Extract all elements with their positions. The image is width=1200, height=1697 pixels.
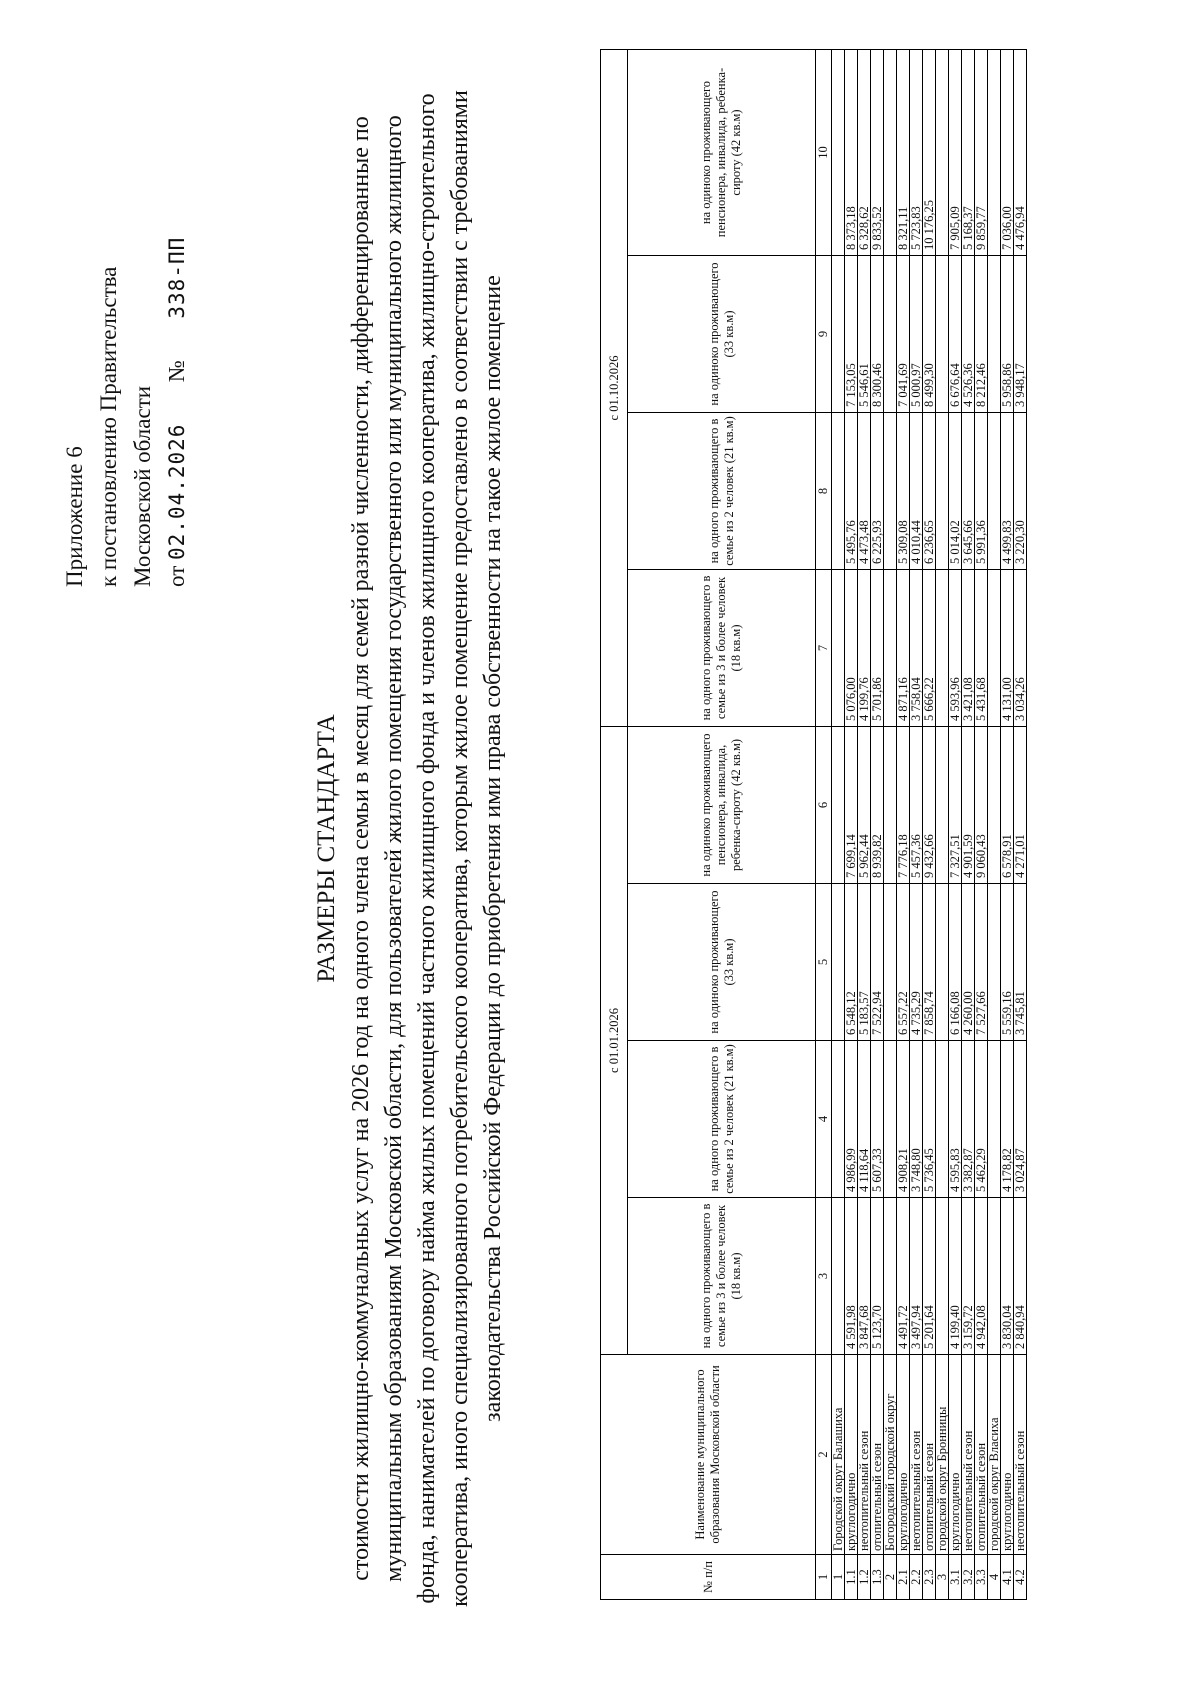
value-cell: 4 476,94 xyxy=(1014,50,1027,256)
column-number: 4 xyxy=(816,1041,832,1198)
header-sub: на одиноко проживающего пенсионера, инвалида, ребенка-сироту (42 кв.м) xyxy=(628,50,816,256)
row-name: неотопительный сезон xyxy=(910,1355,923,1555)
value-cell: 4 271,01 xyxy=(1014,727,1027,884)
appendix-region: Московской области xyxy=(130,385,155,587)
value-cell: 5 183,57 xyxy=(858,884,871,1041)
value-cell xyxy=(988,884,1001,1041)
value-cell xyxy=(884,50,897,256)
table-row xyxy=(923,50,936,1600)
table-group-row xyxy=(832,50,845,1600)
table-row xyxy=(910,50,923,1600)
value-cell: 4 908,21 xyxy=(897,1041,910,1198)
column-number: 1 xyxy=(816,1555,832,1600)
appendix-block xyxy=(58,237,194,587)
value-cell: 4 593,96 xyxy=(949,570,962,727)
value-cell: 4 178,82 xyxy=(1001,1041,1014,1198)
value-cell xyxy=(832,727,845,884)
value-cell: 3 948,17 xyxy=(1014,256,1027,413)
value-cell xyxy=(988,1041,1001,1198)
value-cell: 4 491,72 xyxy=(897,1198,910,1355)
table-row xyxy=(1001,50,1014,1600)
value-cell: 7 327,51 xyxy=(949,727,962,884)
value-cell xyxy=(936,256,949,413)
value-cell xyxy=(936,884,949,1041)
value-cell xyxy=(832,50,845,256)
value-cell: 9 432,66 xyxy=(923,727,936,884)
value-cell: 10 176,25 xyxy=(923,50,936,256)
value-cell: 4 473,48 xyxy=(858,413,871,570)
value-cell: 4 199,40 xyxy=(949,1198,962,1355)
row-number: 2.3 xyxy=(923,1555,936,1600)
value-cell: 5 962,44 xyxy=(858,727,871,884)
value-cell: 4 735,29 xyxy=(910,884,923,1041)
value-cell: 4 499,83 xyxy=(1001,413,1014,570)
value-cell xyxy=(884,570,897,727)
value-cell: 4 526,36 xyxy=(962,256,975,413)
value-cell: 6 236,65 xyxy=(923,413,936,570)
row-number: 3.3 xyxy=(975,1555,988,1600)
value-cell: 5 168,37 xyxy=(962,50,975,256)
value-cell: 8 499,30 xyxy=(923,256,936,413)
value-cell: 3 847,68 xyxy=(858,1198,871,1355)
value-cell: 4 595,83 xyxy=(949,1041,962,1198)
value-cell: 4 986,99 xyxy=(845,1041,858,1198)
value-cell: 6 225,93 xyxy=(871,413,884,570)
row-number: 3.2 xyxy=(962,1555,975,1600)
resolution-date: 02.04.2026 xyxy=(165,423,189,560)
value-cell: 5 666,22 xyxy=(923,570,936,727)
row-number: 4.1 xyxy=(1001,1555,1014,1600)
table-group-row xyxy=(988,50,1001,1600)
row-name: Богородский городской округ xyxy=(884,1355,897,1555)
value-cell: 5 723,83 xyxy=(910,50,923,256)
value-cell: 3 159,72 xyxy=(962,1198,975,1355)
value-cell: 9 859,77 xyxy=(975,50,988,256)
table-group-row xyxy=(884,50,897,1600)
value-cell: 5 958,86 xyxy=(1001,256,1014,413)
column-number: 2 xyxy=(816,1355,832,1555)
resolution-number: 338-ПП xyxy=(165,236,189,319)
row-number: 2.1 xyxy=(897,1555,910,1600)
value-cell: 3 830,04 xyxy=(1001,1198,1014,1355)
value-cell: 5 309,08 xyxy=(897,413,910,570)
row-number: 1 xyxy=(832,1555,845,1600)
value-cell: 4 591,98 xyxy=(845,1198,858,1355)
value-cell: 8 212,46 xyxy=(975,256,988,413)
value-cell: 3 034,26 xyxy=(1014,570,1027,727)
value-cell: 3 421,08 xyxy=(962,570,975,727)
value-cell xyxy=(884,413,897,570)
row-name: отопительный сезон xyxy=(871,1355,884,1555)
row-name: круглогодично xyxy=(897,1355,910,1555)
value-cell: 6 676,64 xyxy=(949,256,962,413)
row-name: неотопительный сезон xyxy=(1014,1355,1027,1555)
row-number: 4.2 xyxy=(1014,1555,1027,1600)
value-cell: 3 220,30 xyxy=(1014,413,1027,570)
appendix-title: Приложение 6 xyxy=(62,446,87,587)
value-cell: 7 522,94 xyxy=(871,884,884,1041)
value-cell xyxy=(988,570,1001,727)
table-group-row xyxy=(936,50,949,1600)
column-number: 10 xyxy=(816,50,832,256)
value-cell xyxy=(988,1198,1001,1355)
value-cell: 5 201,64 xyxy=(923,1198,936,1355)
value-cell: 4 131,00 xyxy=(1001,570,1014,727)
row-name: отопительный сезон xyxy=(975,1355,988,1555)
value-cell: 6 557,22 xyxy=(897,884,910,1041)
value-cell: 5 000,97 xyxy=(910,256,923,413)
value-cell: 4 942,08 xyxy=(975,1198,988,1355)
column-number: 7 xyxy=(816,570,832,727)
value-cell xyxy=(988,413,1001,570)
table-row xyxy=(975,50,988,1600)
value-cell: 5 736,45 xyxy=(923,1041,936,1198)
value-cell: 8 300,46 xyxy=(871,256,884,413)
value-cell: 5 123,70 xyxy=(871,1198,884,1355)
document-title: РАЗМЕРЫ СТАНДАРТА xyxy=(313,714,340,983)
value-cell xyxy=(884,727,897,884)
value-cell: 5 607,33 xyxy=(871,1041,884,1198)
appendix-resolution: к постановлению Правительства xyxy=(96,266,121,587)
value-cell: 6 548,12 xyxy=(845,884,858,1041)
value-cell: 4 901,59 xyxy=(962,727,975,884)
header-sub: на одного проживающего в семье из 2 человек (21 кв.м) xyxy=(628,413,816,570)
header-num: № п/п xyxy=(601,1555,816,1600)
row-number: 3 xyxy=(936,1555,949,1600)
value-cell xyxy=(884,1198,897,1355)
value-cell xyxy=(832,256,845,413)
value-cell: 7 699,14 xyxy=(845,727,858,884)
value-cell: 5 495,76 xyxy=(845,413,858,570)
row-number: 2.2 xyxy=(910,1555,923,1600)
header-sub: на одиноко проживающего (33 кв.м) xyxy=(628,256,816,413)
value-cell xyxy=(988,256,1001,413)
table-row xyxy=(858,50,871,1600)
value-cell xyxy=(884,884,897,1041)
value-cell xyxy=(936,50,949,256)
value-cell: 6 328,62 xyxy=(858,50,871,256)
value-cell: 7 905,09 xyxy=(949,50,962,256)
header-period-2: с 01.10.2026 xyxy=(601,50,628,727)
standard-cost-table xyxy=(600,49,1027,1600)
value-cell: 4 260,00 xyxy=(962,884,975,1041)
row-name: Городской округ Балашиха xyxy=(832,1355,845,1555)
header-sub: на одиноко проживающего пенсионера, инвалида, ребенка-сироту (42 кв.м) xyxy=(628,727,816,884)
value-cell: 7 153,05 xyxy=(845,256,858,413)
value-cell: 9 833,52 xyxy=(871,50,884,256)
header-period-1: с 01.01.2026 xyxy=(601,727,628,1355)
value-cell: 3 758,04 xyxy=(910,570,923,727)
value-cell xyxy=(884,1041,897,1198)
table-row xyxy=(949,50,962,1600)
value-cell: 3 497,94 xyxy=(910,1198,923,1355)
header-name: Наименование муниципального образования Московской области xyxy=(601,1355,816,1555)
value-cell: 8 373,18 xyxy=(845,50,858,256)
row-name: неотопительный сезон xyxy=(858,1355,871,1555)
value-cell xyxy=(832,413,845,570)
header-sub: на одиноко проживающего (33 кв.м) xyxy=(628,884,816,1041)
row-name: круглогодично xyxy=(845,1355,858,1555)
appendix-date-line xyxy=(160,237,194,587)
value-cell xyxy=(936,727,949,884)
table-row xyxy=(845,50,858,1600)
value-cell: 7 858,74 xyxy=(923,884,936,1041)
table-row xyxy=(897,50,910,1600)
from-label: от xyxy=(164,565,189,587)
value-cell xyxy=(832,884,845,1041)
value-cell: 5 462,29 xyxy=(975,1041,988,1198)
header-sub: на одного проживающего в семье из 3 и более человек (18 кв.м) xyxy=(628,1198,816,1355)
value-cell xyxy=(936,1198,949,1355)
column-number: 8 xyxy=(816,413,832,570)
value-cell: 4 199,76 xyxy=(858,570,871,727)
value-cell: 4 871,16 xyxy=(897,570,910,727)
row-name: отопительный сезон xyxy=(923,1355,936,1555)
value-cell: 7 036,00 xyxy=(1001,50,1014,256)
value-cell: 3 024,87 xyxy=(1014,1041,1027,1198)
value-cell: 7 776,18 xyxy=(897,727,910,884)
value-cell xyxy=(988,727,1001,884)
value-cell: 3 645,66 xyxy=(962,413,975,570)
header-sub: на одного проживающего в семье из 2 человек (21 кв.м) xyxy=(628,1041,816,1198)
column-number: 9 xyxy=(816,256,832,413)
value-cell xyxy=(884,256,897,413)
value-cell: 8 321,11 xyxy=(897,50,910,256)
header-sub: на одного проживающего в семье из 3 и более человек (18 кв.м) xyxy=(628,570,816,727)
value-cell: 5 546,61 xyxy=(858,256,871,413)
table-row xyxy=(962,50,975,1600)
table-row xyxy=(871,50,884,1600)
number-sign: № xyxy=(164,360,189,383)
row-number: 2 xyxy=(884,1555,897,1600)
value-cell: 5 431,68 xyxy=(975,570,988,727)
value-cell xyxy=(832,1041,845,1198)
row-name: неотопительный сезон xyxy=(962,1355,975,1555)
row-number: 4 xyxy=(988,1555,1001,1600)
row-number: 3.1 xyxy=(949,1555,962,1600)
table-row xyxy=(1014,50,1027,1600)
value-cell: 7 527,66 xyxy=(975,884,988,1041)
value-cell xyxy=(832,570,845,727)
value-cell xyxy=(936,1041,949,1198)
value-cell xyxy=(936,413,949,570)
value-cell: 5 457,36 xyxy=(910,727,923,884)
column-number: 6 xyxy=(816,727,832,884)
value-cell: 3 382,87 xyxy=(962,1041,975,1198)
value-cell: 3 748,80 xyxy=(910,1041,923,1198)
value-cell: 5 559,16 xyxy=(1001,884,1014,1041)
value-cell: 5 014,02 xyxy=(949,413,962,570)
value-cell: 4 118,64 xyxy=(858,1041,871,1198)
row-number: 1.2 xyxy=(858,1555,871,1600)
value-cell: 5 991,36 xyxy=(975,413,988,570)
value-cell: 2 840,94 xyxy=(1014,1198,1027,1355)
value-cell xyxy=(936,570,949,727)
value-cell xyxy=(988,50,1001,256)
row-number: 1.3 xyxy=(871,1555,884,1600)
value-cell: 6 578,91 xyxy=(1001,727,1014,884)
value-cell: 5 076,00 xyxy=(845,570,858,727)
column-number: 5 xyxy=(816,884,832,1041)
row-name: круглогодично xyxy=(949,1355,962,1555)
table-body xyxy=(832,50,1027,1600)
row-name: городской округ Власиха xyxy=(988,1355,1001,1555)
value-cell: 6 166,08 xyxy=(949,884,962,1041)
column-number: 3 xyxy=(816,1198,832,1355)
value-cell: 5 701,86 xyxy=(871,570,884,727)
row-name: городской округ Бронницы xyxy=(936,1355,949,1555)
row-name: круглогодично xyxy=(1001,1355,1014,1555)
value-cell xyxy=(832,1198,845,1355)
row-number: 1.1 xyxy=(845,1555,858,1600)
value-cell: 9 060,43 xyxy=(975,727,988,884)
document-subtitle: стоимости жилищно-коммунальных услуг на 2026 год на одного члена семьи в месяц для семей разной численности, дифференцированные по муниципальным образованиям Московской области, для пользователей жилого помещения государственного или муниципального жилищного фонда, нанимателей по договору найма жилых помещений частного жилищного фонда и членов жилищного кооператива, жилищно-строительного кооператива, иного специализированного потребительского кооператива, которым жилое помещение предоставлено в соответствии с требованиями законодательства Российской Федерации до приобретения ими права собственности на такое жилое помещение xyxy=(348,90,506,1607)
value-cell: 7 041,69 xyxy=(897,256,910,413)
value-cell: 4 010,44 xyxy=(910,413,923,570)
value-cell: 8 939,82 xyxy=(871,727,884,884)
value-cell: 3 745,81 xyxy=(1014,884,1027,1041)
